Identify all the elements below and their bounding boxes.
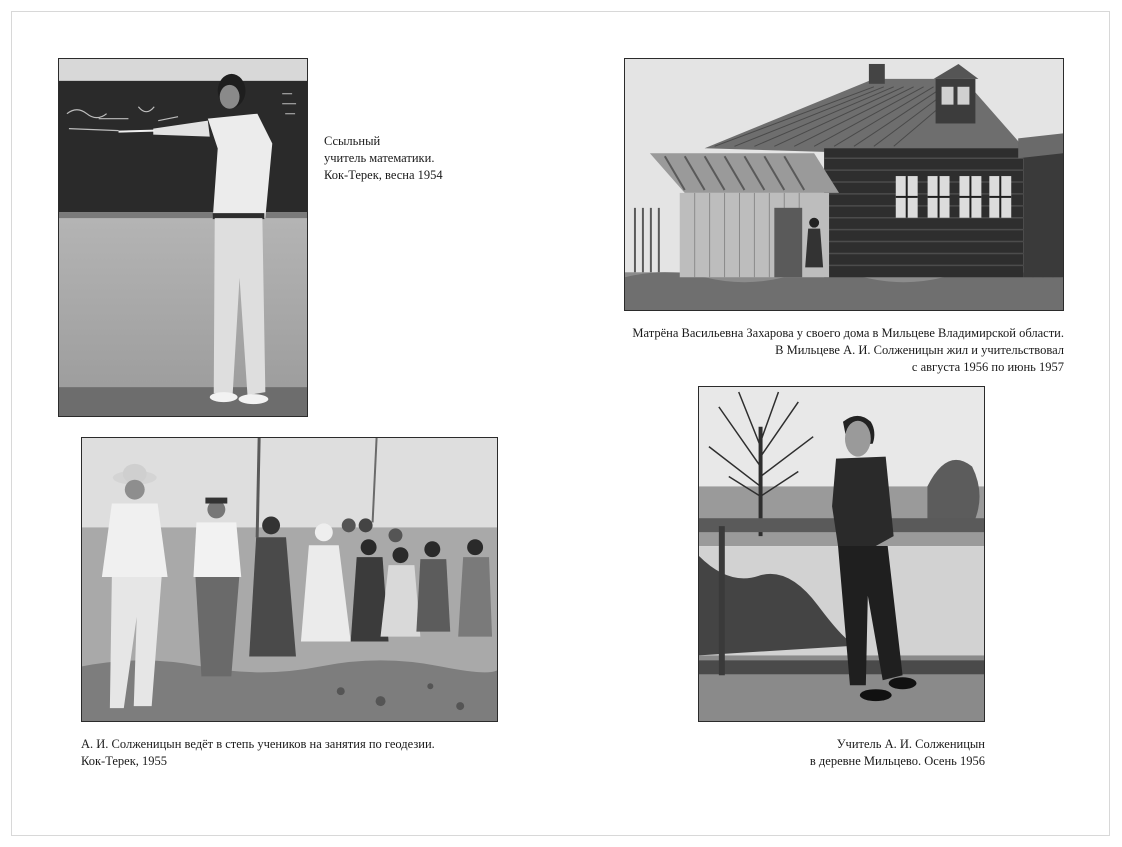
caption-line: Ссыльный <box>324 134 381 148</box>
group-steppe-image <box>82 438 497 721</box>
caption-teacher <box>324 133 443 184</box>
photo-teacher-blackboard <box>58 58 308 417</box>
caption-line: в деревне Мильцево. Осень 1956 <box>809 754 985 768</box>
caption-group <box>81 736 435 770</box>
portrait-fence-image <box>699 387 984 721</box>
teacher-blackboard-image <box>59 59 307 416</box>
caption-line: Кок-Терек, 1955 <box>81 754 168 768</box>
caption-line: с августа 1956 по июнь 1957 <box>911 360 1064 374</box>
caption-line: Учитель А. И. Солженицын <box>836 737 985 751</box>
caption-portrait <box>810 736 985 770</box>
caption-line: Кок-Терек, весна 1954 <box>324 168 443 182</box>
photo-portrait-fence <box>698 386 985 722</box>
photo-group-steppe <box>81 437 498 722</box>
caption-house <box>632 325 1064 376</box>
photo-wooden-house <box>624 58 1064 311</box>
wooden-house-image <box>625 59 1063 310</box>
caption-line: А. И. Солженицын ведёт в степь учеников на занятия по геодезии. <box>81 737 435 751</box>
caption-line: В Мильцеве А. И. Солженицын жил и учительствовал <box>775 343 1064 357</box>
caption-line: Матрёна Васильевна Захарова у своего дома в Мильцеве Владимирской области. <box>632 326 1064 340</box>
caption-line: учитель математики. <box>324 151 435 165</box>
